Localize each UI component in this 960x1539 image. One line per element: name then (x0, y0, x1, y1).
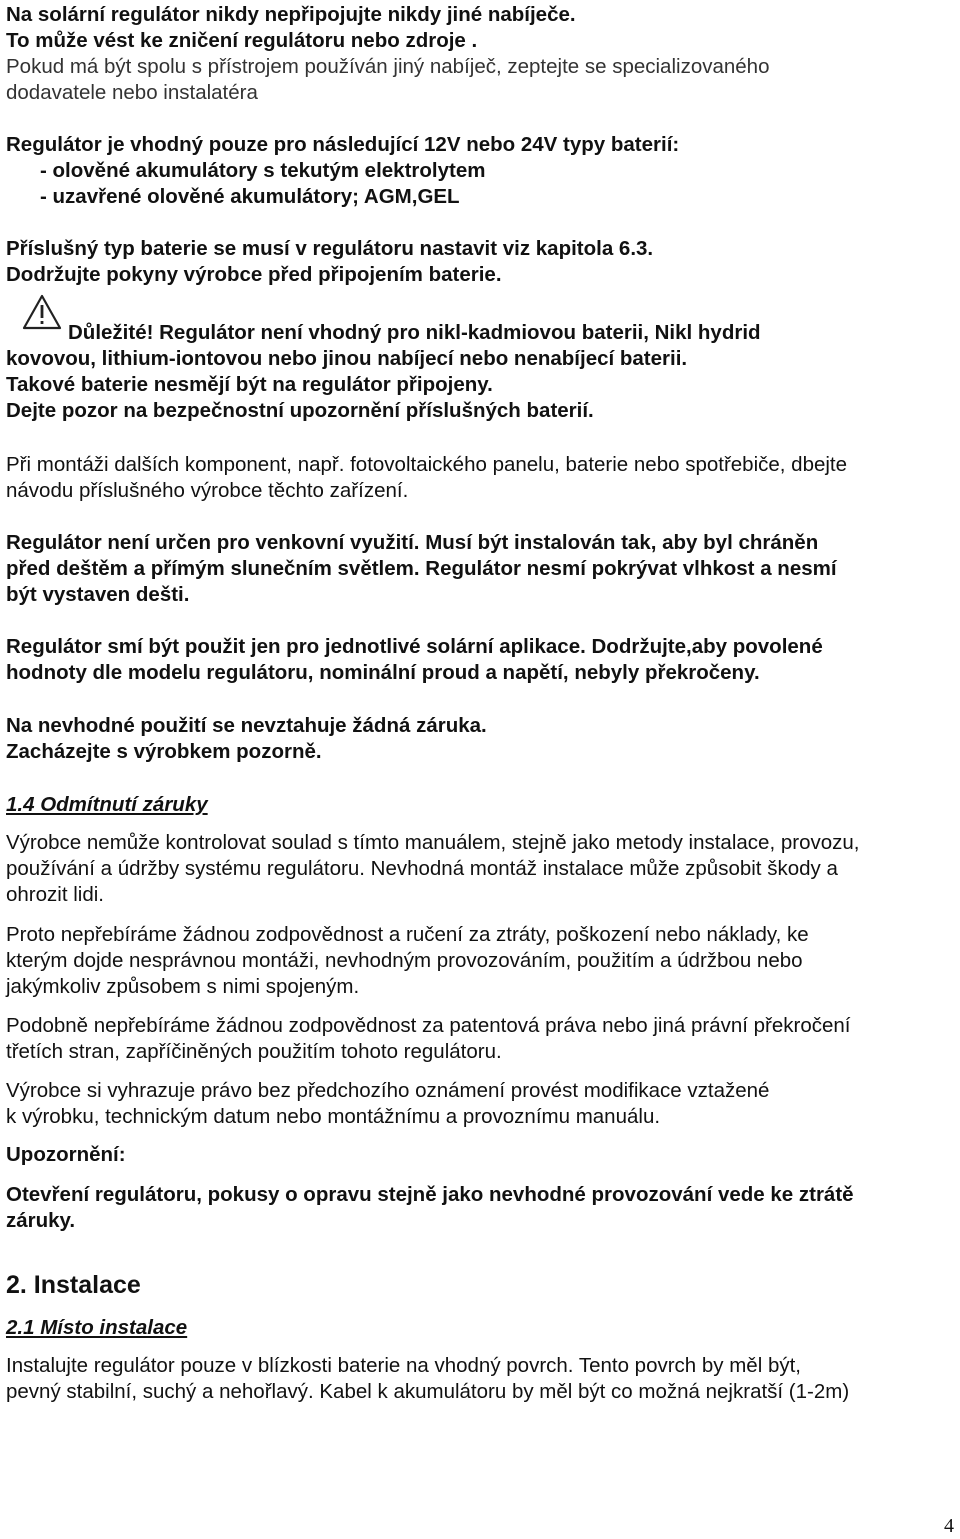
warning-triangle-icon (22, 294, 62, 330)
warranty-note-line-2: Zacházejte s výrobkem pozorně. (6, 740, 322, 763)
page-number: 4 (944, 1515, 954, 1537)
disclaimer1-line-1: Výrobce nemůže kontrolovat soulad s tímto manuálem, stejně jako metody instalace, provozu, (6, 831, 860, 854)
intro-line-1: Na solární regulátor nikdy nepřipojujte nikdy jiné nabíječe. (6, 3, 576, 26)
install-line-2: pevný stabilní, suchý a nehořlavý. Kabel k akumulátoru by měl být co možná nejkratší (1-2m) (6, 1380, 850, 1403)
solar-line-2: hodnoty dle modelu regulátoru, nominální proud a napětí, nebyly překročeny. (6, 661, 760, 684)
important-line-4: Dejte pozor na bezpečnostní upozornění příslušných baterií. (6, 399, 594, 422)
disclaimer4-line-2: k výrobku, technickým datum nebo montážnímu a provoznímu manuálu. (6, 1105, 661, 1128)
solar-line-1: Regulátor smí být použit jen pro jednotlivé solární aplikace. Dodržujte,aby povolené (6, 635, 823, 658)
type-line-2: Dodržujte pokyny výrobce před připojením baterie. (6, 263, 502, 286)
section-1-4-heading: 1.4 Odmítnutí záruky (6, 793, 208, 816)
important-label: Důležité (68, 321, 147, 344)
disclaimer2-line-3: jakýmkoliv způsobem s nimi spojeným. (6, 975, 360, 998)
disclaimer3-line-2: třetích stran, zapříčiněných použitím tohoto regulátoru. (6, 1040, 502, 1063)
battery-line-1: Regulátor je vhodný pouze pro následující 12V nebo 24V typy baterií: (6, 133, 680, 156)
intro-line-3: Pokud má být spolu s přístrojem používán jiný nabíječ, zeptejte se specializovaného (6, 55, 770, 78)
notice-label: Upozornění: (6, 1143, 126, 1166)
warranty-note-line-1: Na nevhodné použití se nevztahuje žádná záruka. (6, 714, 487, 737)
type-line-1: Příslušný typ baterie se musí v regulátoru nastavit viz kapitola 6.3. (6, 237, 654, 260)
outdoor-line-3: být vystaven dešti. (6, 583, 190, 606)
battery-line-3: - uzavřené olověné akumulátory; AGM,GEL (40, 185, 460, 208)
install-line-1: Instalujte regulátor pouze v blízkosti baterie na vhodný povrch. Tento povrch by měl být, (6, 1354, 802, 1377)
important-line-3: Takové baterie nesmějí být na regulátor připojeny. (6, 373, 493, 396)
disclaimer2-line-2: kterým dojde nesprávnou montáži, nevhodným provozováním, použitím a údržbou nebo (6, 949, 803, 972)
important-text: ! Regulátor není vhodný pro nikl-kadmiovou baterii, Nikl hydrid (146, 321, 761, 344)
important-line-1 (68, 320, 761, 346)
notice-line-2: záruky. (6, 1209, 76, 1232)
intro-line-2: To může vést ke zničení regulátoru nebo zdroje . (6, 29, 478, 52)
battery-line-2: - olověné akumulátory s tekutým elektrolytem (40, 159, 486, 182)
notice-line-1: Otevření regulátoru, pokusy o opravu stejně jako nevhodné provozování vede ke ztrátě (6, 1183, 854, 1206)
disclaimer3-line-1: Podobně nepřebíráme žádnou zodpovědnost za patentová práva nebo jiná právní překročení (6, 1014, 851, 1037)
mount-line-1: Při montáži dalších komponent, např. fotovoltaického panelu, baterie nebo spotřebiče, dbejte (6, 453, 848, 476)
important-line-2: kovovou, lithium-iontovou nebo jinou nabíjecí nebo nenabíjecí baterii. (6, 347, 688, 370)
intro-line-4: dodavatele nebo instalatéra (6, 81, 258, 104)
mount-line-2: návodu příslušného výrobce těchto zařízení. (6, 479, 409, 502)
outdoor-line-1: Regulátor není určen pro venkovní využití. Musí být instalován tak, aby byl chráněn (6, 531, 819, 554)
disclaimer4-line-1: Výrobce si vyhrazuje právo bez předchozího oznámení provést modifikace vztažené (6, 1079, 770, 1102)
disclaimer2-line-1: Proto nepřebíráme žádnou zodpovědnost a ručení za ztráty, poškození nebo náklady, ke (6, 923, 809, 946)
disclaimer1-line-3: ohrozit lidi. (6, 883, 104, 906)
outdoor-line-2: před deštěm a přímým slunečním světlem. Regulátor nesmí pokrývat vlhkost a nesmí (6, 557, 837, 580)
section-2-1-heading: 2.1 Místo instalace (6, 1316, 188, 1339)
section-2-heading: 2. Instalace (6, 1271, 141, 1299)
disclaimer1-line-2: používání a údržby systému regulátoru. Nevhodná montáž instalace může způsobit škody a (6, 857, 838, 880)
